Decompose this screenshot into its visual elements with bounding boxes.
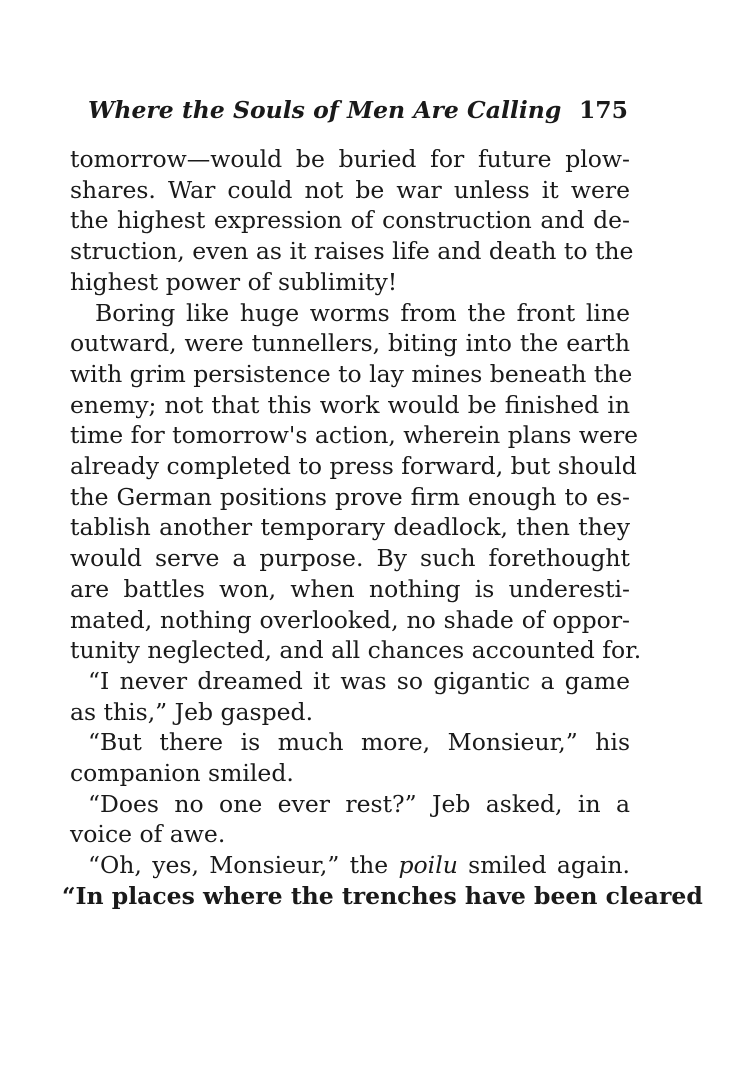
text-line [70, 850, 630, 881]
text-line: companion smiled. [70, 759, 294, 788]
text-line: mated, nothing overlooked, no shade of oppor- [70, 605, 630, 634]
text-fragment: “Oh, yes, Monsieur,” the [88, 851, 399, 880]
text-line: “Does no one ever rest?” Jeb asked, in a [88, 789, 630, 818]
body-text [62, 144, 703, 912]
text-line: time for tomorrow's action, wherein plans were [70, 421, 639, 450]
running-header [88, 96, 630, 136]
book-page [62, 96, 703, 912]
text-line: “I never dreamed it was so gigantic a game [88, 666, 630, 695]
page-number: 175 [578, 96, 628, 124]
text-line: outward, were tunnellers, biting into the earth [70, 329, 630, 358]
text-line: voice of awe. [70, 820, 226, 849]
text-line: are battles won, when nothing is underesti- [70, 574, 630, 603]
text-line: tomorrow—would be buried for future plow- [70, 145, 630, 173]
text-line: would serve a purpose. By such forethought [70, 544, 630, 573]
text-line: “In places where the trenches have been cleared [62, 881, 703, 910]
text-line: as this,” Jeb gasped. [70, 697, 314, 726]
text-line: highest power of sublimity! [70, 267, 398, 296]
text-line: tablish another temporary deadlock, then they [70, 513, 630, 542]
text-line: with grim persistence to lay mines beneath the [70, 359, 633, 388]
text-line: the German positions prove firm enough to es- [70, 482, 630, 511]
text-fragment: smiled again. [457, 851, 630, 880]
running-head-title: Where the Souls of Men Are Calling [88, 96, 562, 124]
text-line: shares. War could not be war unless it were [70, 175, 630, 204]
text-line: struction, even as it raises life and death to the [70, 237, 634, 266]
text-line: enemy; not that this work would be finished in [70, 390, 630, 419]
italic-word-poilu: poilu [398, 851, 458, 880]
text-line: the highest expression of construction and de- [70, 206, 630, 235]
text-line: Boring like huge worms from the front line [95, 298, 630, 327]
text-line: tunity neglected, and all chances accounted for. [70, 636, 642, 665]
text-line: already completed to press forward, but should [70, 452, 637, 481]
text-line: “But there is much more, Monsieur,” his [88, 728, 630, 757]
